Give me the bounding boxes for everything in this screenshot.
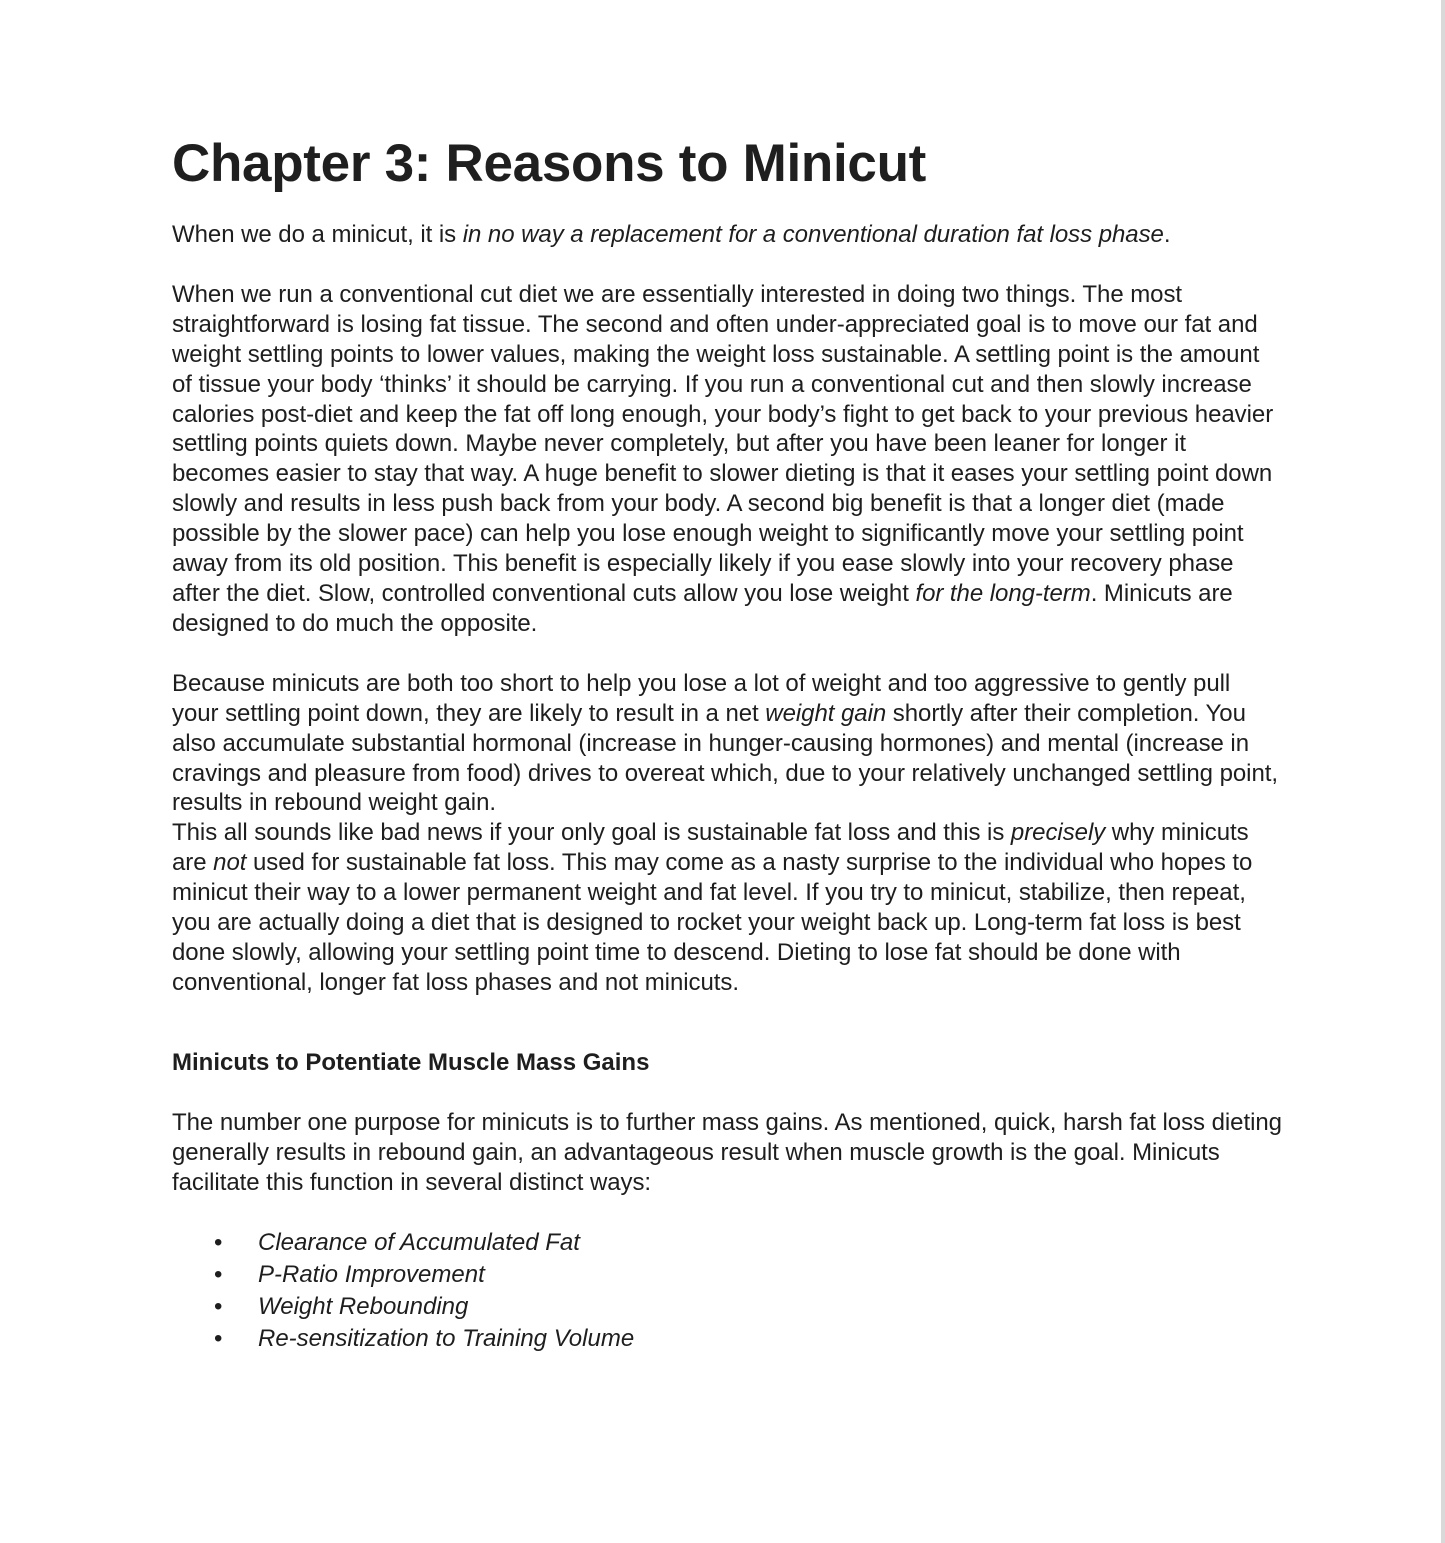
paragraph-3: Because minicuts are both too short to help you lose a lot of weight and too aggressive to gently pull your settling point down, they are likely to result in a net weight gain shortly after their completion. You also accumulate substantial hormonal (increase in hunger-causing hormones) and mental (increase in cravings and pleasure from food) drives to overeat which, due to your relatively unchanged settling point, results in rebound weight gain. xyxy=(172,669,1278,817)
paragraph-4: This all sounds like bad news if your only goal is sustainable fat loss and this is precisely why minicuts are not used for sustainable fat loss. This may come as a nasty surprise to the individual who hopes to minicut their way to a lower permanent weight and fat level. If you try to minicut, stabilize, then repeat, you are actually doing a diet that is designed to rocket your weight back up. Long-term fat loss is best done slowly, allowing your settling point time to descend. Dieting to lose fat should be done with conventional, longer fat loss phases and not minicuts. xyxy=(172,819,1253,996)
reasons-list xyxy=(172,1227,1282,1354)
bullet-icon: • xyxy=(214,1261,223,1289)
bullet-icon: • xyxy=(214,1292,223,1320)
paragraph-2: When we run a conventional cut diet we are essentially interested in doing two things. The most straightforward is losing fat tissue. The second and often under-appreciated goal is to move our fat and weight settling points to lower values, making the weight loss sustainable. A settling point is the amount of tissue your body ‘thinks’ it should be carrying. If you run a conventional cut and then slowly increase calories post-diet and keep the fat off long enough, your body’s fight to get back to your previous heavier settling points quiets down. Maybe never completely, but after you have been leaner for longer it becomes easier to stay that way. A huge benefit to slower dieting is that it eases your settling point down slowly and results in less push back from your body. A second big benefit is that a longer diet (made possible by the slower pace) can help you lose enough weight to significantly move your settling point away from its old position. This benefit is especially likely if you ease slowly into your recovery phase after the diet. Slow, controlled conventional cuts allow you lose weight for the long-term. Minicuts are designed to do much the opposite. xyxy=(172,280,1274,637)
list-item: • Clearance of Accumulated Fat xyxy=(172,1227,1282,1259)
bullet-icon: • xyxy=(214,1229,223,1257)
list-item: • P-Ratio Improvement xyxy=(172,1259,1282,1291)
list-item: • Re-sensitization to Training Volume xyxy=(172,1323,1282,1355)
chapter-title: Chapter 3: Reasons to Minicut xyxy=(172,134,927,193)
list-item: • Weight Rebounding xyxy=(172,1291,1282,1323)
paragraph-1: When we do a minicut, it is in no way a replacement for a conventional duration fat loss phase. xyxy=(172,221,1171,248)
bullet-icon: • xyxy=(214,1324,223,1352)
page-edge xyxy=(1441,0,1445,1543)
paragraph-5: The number one purpose for minicuts is to further mass gains. As mentioned, quick, harsh fat loss dieting generally results in rebound gain, an advantageous result when muscle growth is the goal. Minicuts facilitate this function in several distinct ways: xyxy=(172,1108,1282,1196)
document-body xyxy=(172,132,1282,1354)
section-heading: Minicuts to Potentiate Muscle Mass Gains xyxy=(172,1048,650,1076)
